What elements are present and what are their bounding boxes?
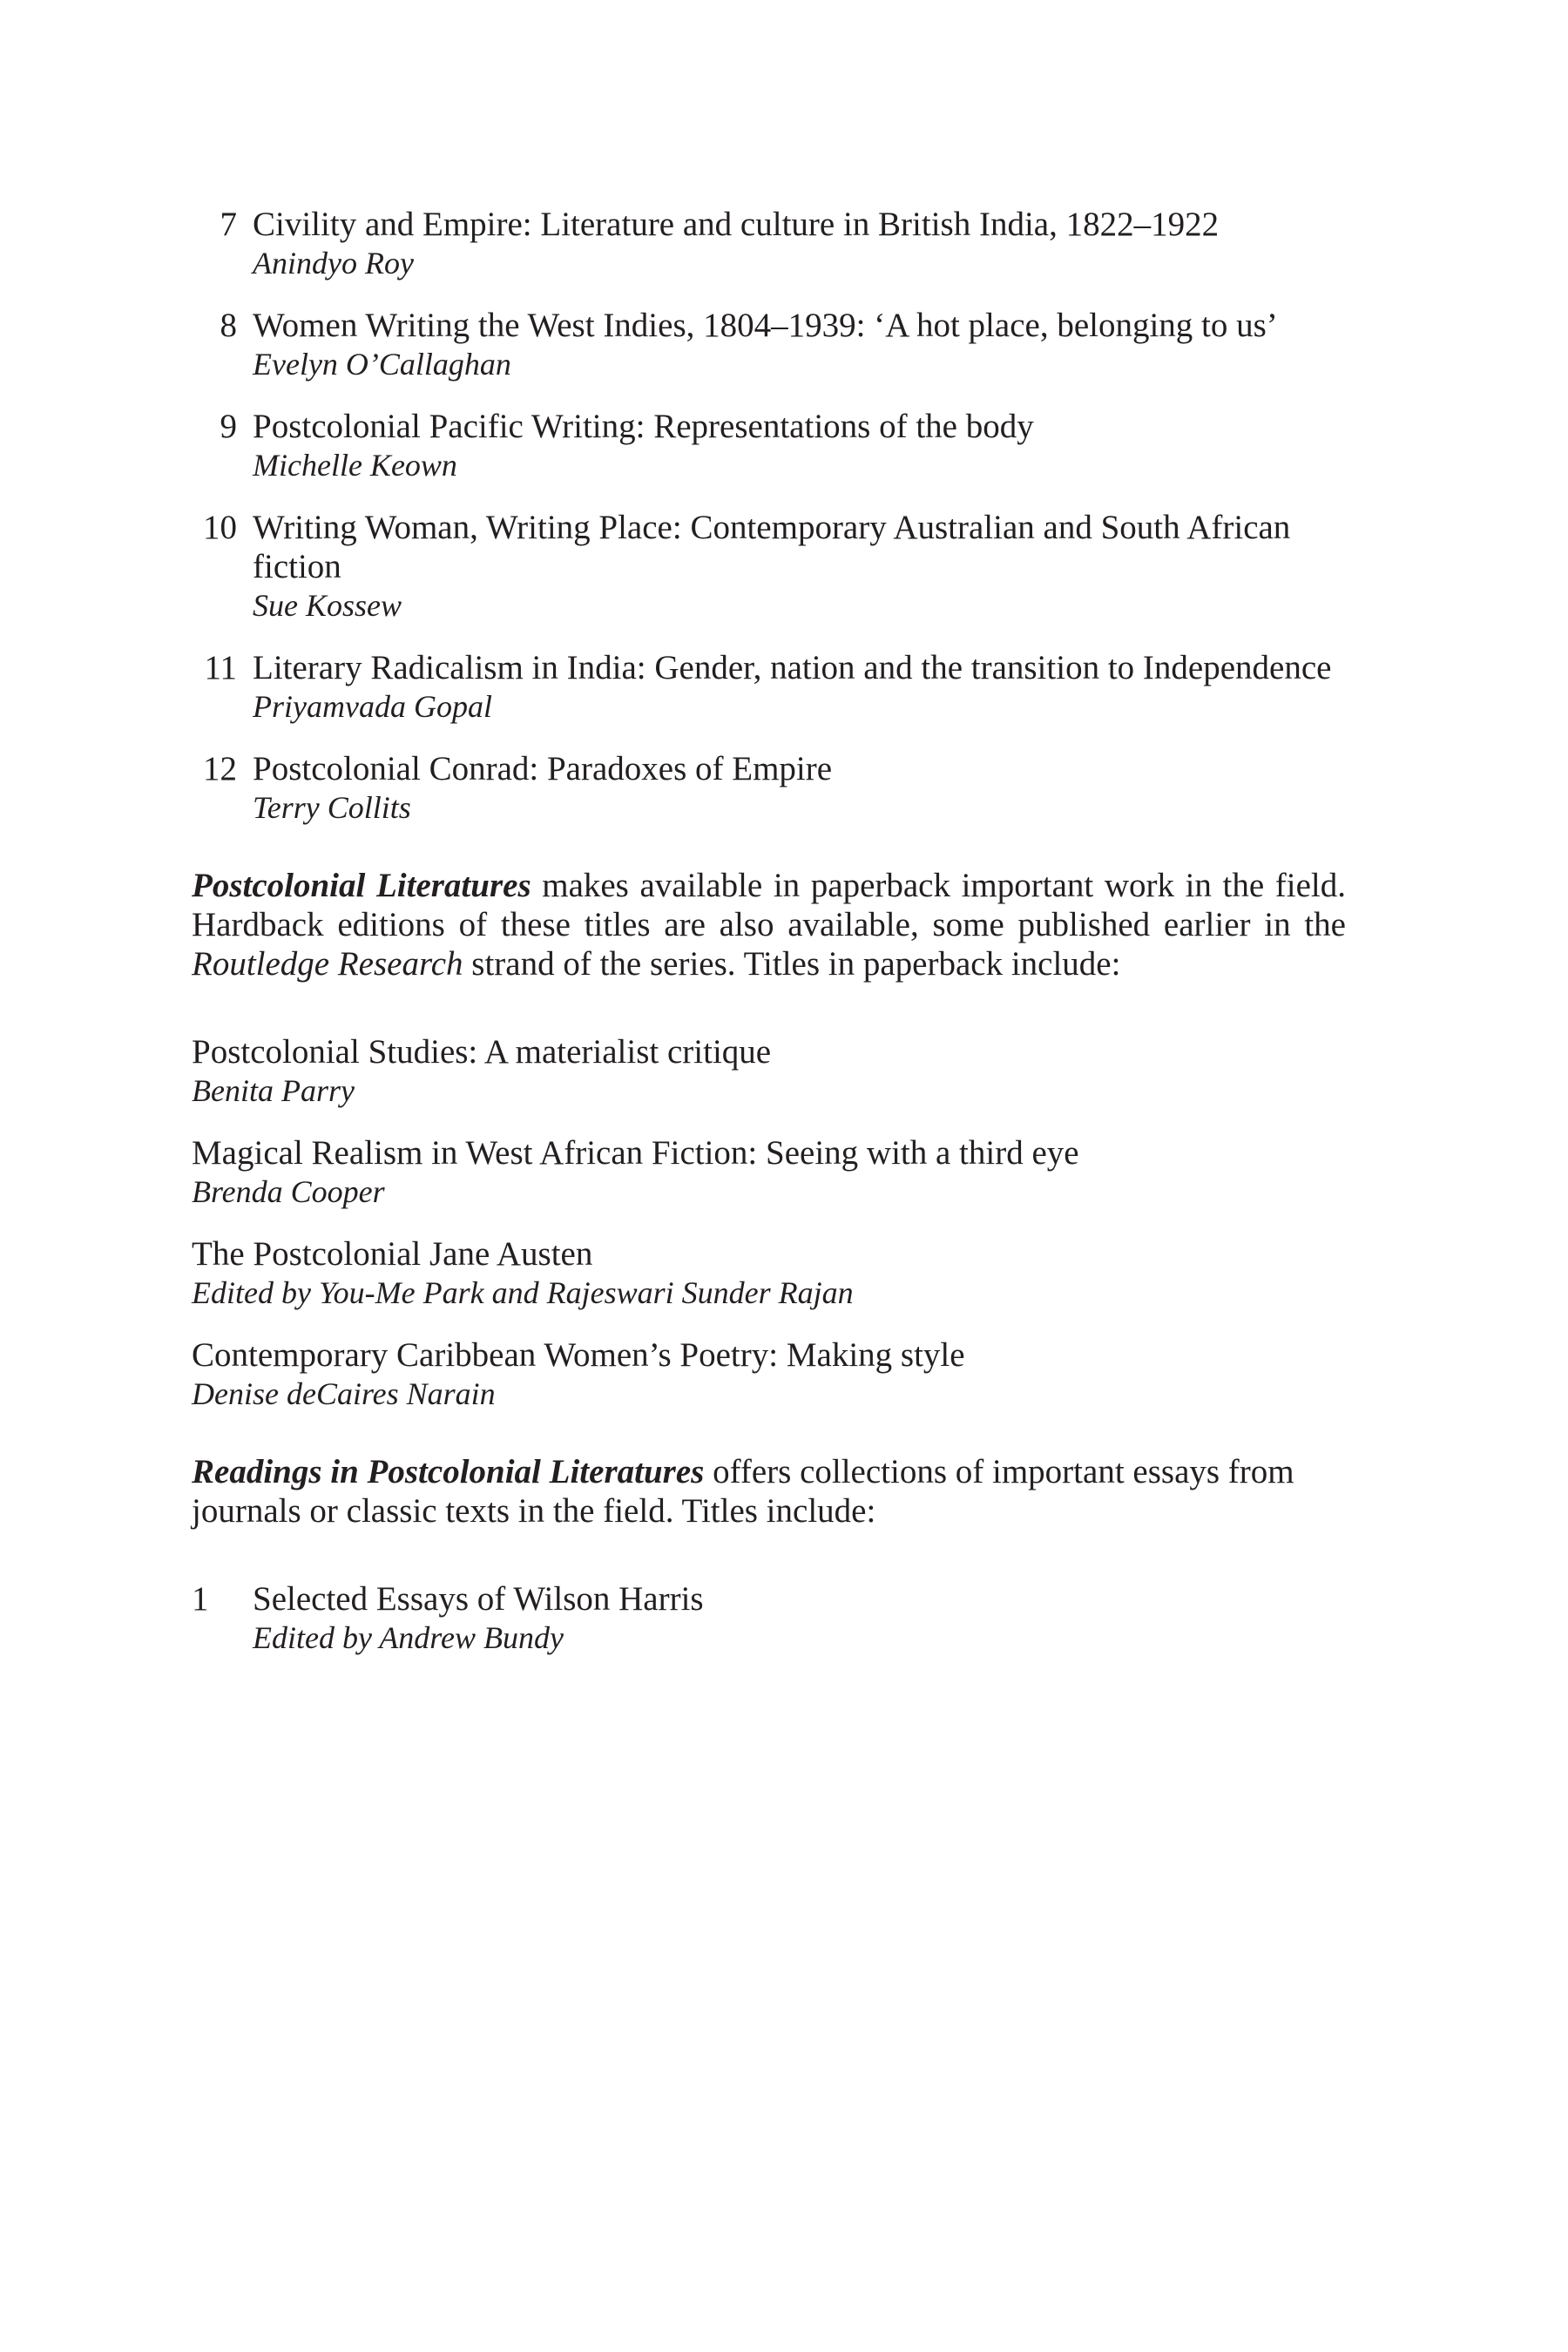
entry-number: 11 xyxy=(204,649,237,686)
entry-author: Terry Collits xyxy=(253,790,411,825)
entry-title: Postcolonial Conrad: Paradoxes of Empire xyxy=(253,750,833,787)
readings-list xyxy=(192,1579,1346,1658)
list-item xyxy=(192,1579,1346,1658)
entry-author: Edited by Andrew Bundy xyxy=(253,1620,564,1655)
entry-author: Anindyo Roy xyxy=(253,246,414,280)
entry-title: Civility and Empire: Literature and culture in British India, 1822–1922 xyxy=(253,206,1220,243)
entry-title: Selected Essays of Wilson Harris xyxy=(253,1580,704,1618)
paperback-intro xyxy=(192,866,1346,983)
entry-number: 1 xyxy=(192,1580,209,1618)
entry-author: Brenda Cooper xyxy=(192,1174,385,1209)
entry-author: Denise deCaires Narain xyxy=(192,1376,496,1411)
list-item xyxy=(192,508,1346,625)
entry-author: Priyamvada Gopal xyxy=(253,689,492,724)
entry-author: Edited by You-Me Park and Rajeswari Sunder Rajan xyxy=(192,1275,854,1310)
entry-author: Benita Parry xyxy=(192,1073,355,1108)
entry-number: 8 xyxy=(220,307,237,344)
readings-intro xyxy=(192,1452,1346,1531)
series-list xyxy=(192,205,1346,828)
list-item xyxy=(192,1234,1346,1313)
entry-number: 9 xyxy=(220,408,237,445)
intro-text-b: strand of the series. Titles in paperback include: xyxy=(463,945,1121,983)
list-item xyxy=(192,1335,1346,1414)
list-item xyxy=(192,306,1346,384)
list-item xyxy=(192,648,1346,727)
entry-author: Michelle Keown xyxy=(253,448,457,483)
entry-title: Contemporary Caribbean Women’s Poetry: Making style xyxy=(192,1336,965,1374)
entry-author: Evelyn O’Callaghan xyxy=(253,347,511,382)
entry-number: 12 xyxy=(203,750,237,787)
entry-title: Writing Woman, Writing Place: Contemporary Australian and South African fiction xyxy=(253,509,1291,585)
book-page xyxy=(192,205,1346,1680)
readings-intro-text: offers collections of important essays from journals or classic texts in the field. Titles include: xyxy=(192,1453,1294,1530)
entry-title: Women Writing the West Indies, 1804–1939: ‘A hot place, belonging to us’ xyxy=(253,307,1278,344)
entry-title: Magical Realism in West African Fiction: Seeing with a third eye xyxy=(192,1134,1079,1172)
list-item xyxy=(192,749,1346,828)
readings-series-name: Readings in Postcolonial Literatures xyxy=(192,1453,705,1490)
paperback-list xyxy=(192,1032,1346,1414)
list-item xyxy=(192,1032,1346,1111)
intro-text-a: makes available in paperback important work in the field. Hardback editions of these titles are also available, some published earlier in the xyxy=(192,867,1346,943)
entry-number: 10 xyxy=(203,509,237,546)
list-item xyxy=(192,205,1346,283)
entry-title: Postcolonial Studies: A materialist critique xyxy=(192,1033,772,1071)
entry-title: Postcolonial Pacific Writing: Representations of the body xyxy=(253,408,1034,445)
entry-author: Sue Kossew xyxy=(253,588,402,623)
strand-name: Routledge Research xyxy=(192,945,463,983)
entry-title: Literary Radicalism in India: Gender, nation and the transition to Independence xyxy=(253,649,1332,686)
list-item xyxy=(192,407,1346,485)
entry-title: The Postcolonial Jane Austen xyxy=(192,1235,593,1273)
list-item xyxy=(192,1133,1346,1212)
entry-number: 7 xyxy=(220,206,237,243)
series-name: Postcolonial Literatures xyxy=(192,867,531,904)
